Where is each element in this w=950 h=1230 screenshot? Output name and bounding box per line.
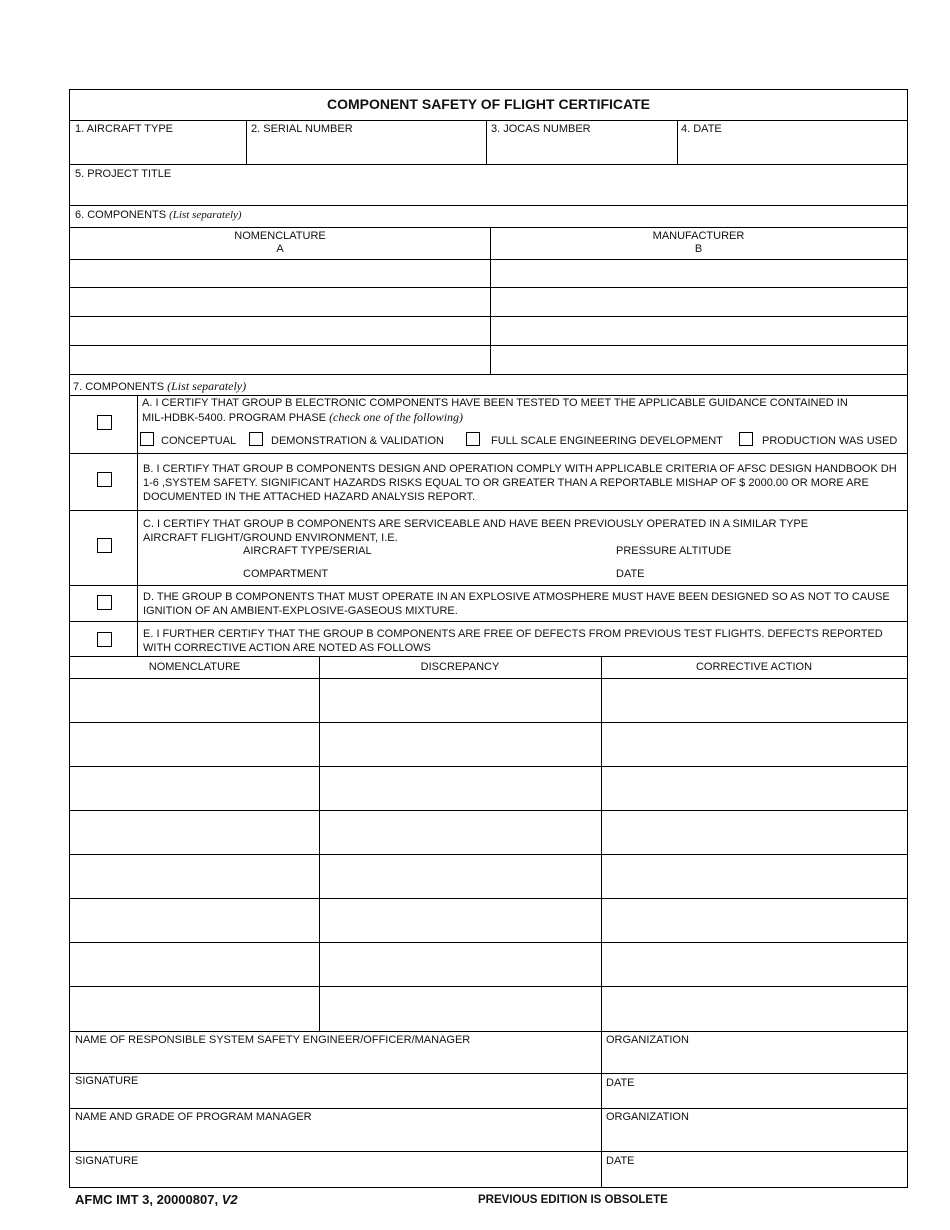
organization-1-label: ORGANIZATION [606,1034,689,1046]
component-manufacturer-input[interactable] [494,289,904,313]
aircraft-type-field[interactable] [72,136,242,162]
components-7-note: (List separately) [167,379,247,393]
component-manufacturer-input[interactable] [494,261,904,285]
defect-discrepancy-input[interactable] [323,944,597,984]
divider [319,656,320,1031]
components-7-label [73,379,246,394]
defect-nomenclature-input[interactable] [72,724,316,764]
signature-1-field[interactable] [72,1088,597,1106]
components-6-title: 6. COMPONENTS [75,209,167,221]
program-manager-field[interactable] [72,1125,597,1149]
component-nomenclature-input[interactable] [72,318,486,342]
phase-demo-checkbox[interactable] [249,432,263,446]
organization-1-field[interactable] [605,1048,903,1072]
organization-2-label: ORGANIZATION [606,1111,689,1123]
project-title-field[interactable] [72,182,903,204]
obsolete-notice: PREVIOUS EDITION IS OBSOLETE [478,1194,668,1206]
defect-discrepancy-input[interactable] [323,724,597,764]
components-6-label [75,209,242,221]
defect-corrective-action-input[interactable] [605,988,903,1028]
defect-nomenclature-input[interactable] [72,812,316,852]
certify-a-note: (check one of the following) [329,410,464,424]
components-7-title: 7. COMPONENTS [73,381,165,393]
defect-nomenclature-input[interactable] [72,856,316,896]
divider [70,1073,907,1074]
defect-corrective-action-input[interactable] [605,812,903,852]
divider [70,898,907,899]
divider [70,766,907,767]
divider [70,453,907,454]
certify-e-text: E. I FURTHER CERTIFY THAT THE GROUP B COMPONENTS ARE FREE OF DEFECTS FROM PREVIOUS TEST FLIGHTS. DEFECTS REPORTED WITH CORRECTIVE ACTION ARE NOTED AS FOLLOWS [143,628,883,654]
defects-corrective-action-header: CORRECTIVE ACTION [695,661,813,673]
divider [70,205,907,206]
defect-corrective-action-input[interactable] [605,768,903,808]
defect-discrepancy-input[interactable] [323,856,597,896]
defect-corrective-action-input[interactable] [605,856,903,896]
certify-d-text: D. THE GROUP B COMPONENTS THAT MUST OPERATE IN AN EXPLOSIVE ATMOSPHERE MUST HAVE BEEN DESIGNED SO AS NOT TO CAUSE IGNITION OF AN AMBIENT-EXPLOSIVE-GASEOUS MIXTURE. [143,591,890,617]
components-6-note: (List separately) [169,209,242,221]
manufacturer-header [490,230,907,256]
serial-number-field[interactable] [250,136,482,162]
divider [70,374,907,375]
signature-2-field[interactable] [72,1168,597,1185]
component-nomenclature-input[interactable] [72,347,486,371]
phase-fsed-checkbox[interactable] [466,432,480,446]
phase-production-checkbox[interactable] [739,432,753,446]
certify-a-line1: A. I CERTIFY THAT GROUP B ELECTRONIC COMPONENTS HAVE BEEN TESTED TO MEET THE APPLICABLE GUIDANCE CONTAINED IN [142,397,848,409]
defect-corrective-action-input[interactable] [605,680,903,720]
compartment-label: COMPARTMENT [243,568,329,580]
jocas-number-field[interactable] [490,136,673,162]
divider [70,164,907,165]
date-1-label: DATE [606,1077,635,1089]
divider [486,120,487,164]
phase-fsed-label: FULL SCALE ENGINEERING DEVELOPMENT [491,435,723,447]
certify-c-line1: C. I CERTIFY THAT GROUP B COMPONENTS ARE SERVICEABLE AND HAVE BEEN PREVIOUSLY OPERATED IN A SIMILAR TYPE [143,518,809,530]
organization-2-field[interactable] [605,1125,903,1149]
form-id-text: AFMC IMT 3, 20000807, [75,1192,219,1207]
jocas-number-label: 3. JOCAS NUMBER [491,123,591,135]
manufacturer-title: MANUFACTURER [652,230,745,242]
divider [70,621,907,622]
phase-conceptual-checkbox[interactable] [140,432,154,446]
certify-c-line2: AIRCRAFT FLIGHT/GROUND ENVIRONMENT, I.E. [143,532,398,544]
date-1-field[interactable] [605,1090,903,1106]
component-manufacturer-input[interactable] [494,318,904,342]
defect-discrepancy-input[interactable] [323,680,597,720]
defects-discrepancy-header: DISCREPANCY [420,661,500,673]
divider [70,316,907,317]
nomenclature-header [70,230,490,256]
divider [70,510,907,511]
signature-1-label: SIGNATURE [75,1075,139,1087]
defect-nomenclature-input[interactable] [72,768,316,808]
c-date-label: DATE [616,568,645,580]
divider [246,120,247,164]
certify-a-line2: MIL-HDBK-5400. PROGRAM PHASE [142,412,326,424]
divider [70,942,907,943]
phase-production-label: PRODUCTION WAS USED [762,435,898,447]
defect-discrepancy-input[interactable] [323,768,597,808]
divider [70,986,907,987]
phase-demo-label: DEMONSTRATION & VALIDATION [271,435,444,447]
defect-corrective-action-input[interactable] [605,900,903,940]
phase-conceptual-label: CONCEPTUAL [161,435,237,447]
signature-2-label: SIGNATURE [75,1155,139,1167]
divider [70,810,907,811]
certify-c-checkbox[interactable] [97,538,112,553]
engineer-name-label: NAME OF RESPONSIBLE SYSTEM SAFETY ENGINEER/OFFICER/MANAGER [75,1034,471,1046]
engineer-name-field[interactable] [72,1048,597,1072]
aircraft-type-label: 1. AIRCRAFT TYPE [75,123,174,135]
divider [70,678,907,679]
safety-certificate-form [69,89,908,1188]
divider [70,345,907,346]
divider [70,120,907,121]
date-label: 4. DATE [681,123,722,135]
form-title: COMPONENT SAFETY OF FLIGHT CERTIFICATE [326,96,651,112]
defect-discrepancy-input[interactable] [323,988,597,1028]
certify-a-checkbox[interactable] [97,415,112,430]
defects-nomenclature-header: NOMENCLATURE [148,661,241,673]
nomenclature-title: NOMENCLATURE [234,230,326,242]
date-field[interactable] [681,136,903,162]
divider [70,259,907,260]
form-identifier [75,1192,238,1207]
divider [70,1108,907,1109]
divider [70,854,907,855]
divider [70,1031,907,1032]
project-title-label: 5. PROJECT TITLE [75,168,172,180]
column-letter-a: A [276,243,284,255]
defect-corrective-action-input[interactable] [605,944,903,984]
defect-nomenclature-input[interactable] [72,900,316,940]
component-manufacturer-input[interactable] [494,347,904,371]
certify-b-text: B. I CERTIFY THAT GROUP B COMPONENTS DESIGN AND OPERATION COMPLY WITH APPLICABLE CRITERIA OF AFSC DESIGN HANDBOOK DH 1-6 ,SYSTEM SAFETY. SIGNIFICANT HAZARDS RISKS EQUAL TO OR GREATER THAN A REPORTABLE MISHAP OF $ 2000.00 OR MORE ARE DOCUMENTED IN THE ATTACHED HAZARD ANALYSIS REPORT. [143,463,897,503]
certify-c-text [143,517,898,545]
defect-nomenclature-input[interactable] [72,680,316,720]
divider [677,120,678,164]
certify-d-checkbox[interactable] [97,595,112,610]
defect-nomenclature-input[interactable] [72,944,316,984]
component-nomenclature-input[interactable] [72,289,486,313]
divider [70,656,907,657]
date-2-field[interactable] [605,1168,903,1185]
component-nomenclature-input[interactable] [72,261,486,285]
divider [70,227,907,228]
aircraft-type-serial-label: AIRCRAFT TYPE/SERIAL [243,545,372,557]
divider [70,287,907,288]
defect-corrective-action-input[interactable] [605,724,903,764]
certify-a-text [142,396,902,425]
certify-e-checkbox[interactable] [97,632,112,647]
certify-b-checkbox[interactable] [97,472,112,487]
program-manager-label: NAME AND GRADE OF PROGRAM MANAGER [75,1111,312,1123]
divider [70,722,907,723]
defect-discrepancy-input[interactable] [323,812,597,852]
divider [137,395,138,656]
defect-discrepancy-input[interactable] [323,900,597,940]
form-version: V2 [221,1192,238,1207]
serial-number-label: 2. SERIAL NUMBER [251,123,353,135]
divider [70,1151,907,1152]
pressure-altitude-label: PRESSURE ALTITUDE [616,545,732,557]
date-2-label: DATE [606,1155,635,1167]
column-letter-b: B [694,243,703,255]
divider [70,585,907,586]
defect-nomenclature-input[interactable] [72,988,316,1028]
